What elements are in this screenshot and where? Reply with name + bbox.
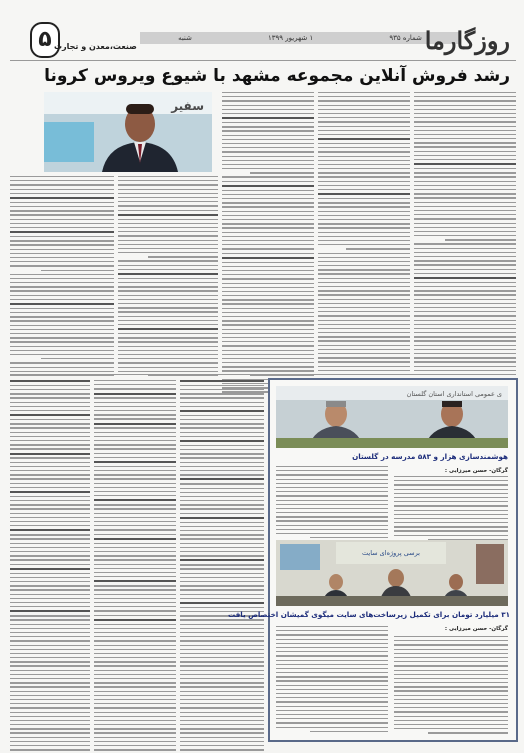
issue-number: شماره ۹۳۵ [389, 34, 422, 42]
photo1-banner-text: ی عمومی استانداری استان گلستان [406, 390, 502, 398]
photo2-banner-text: برسی پروژه‌ای سایت [362, 549, 420, 557]
box-text-column-4 [394, 636, 508, 737]
section-name: صنعت،معدن و تجارت [54, 42, 137, 51]
meeting-image-2 [276, 540, 508, 606]
newspaper-logo: روزگارما [424, 26, 510, 55]
article-headline: رشد فروش آنلاین مجموعه مشهد با شیوع ویروس کرونا [44, 66, 510, 86]
divider [10, 374, 516, 375]
notice-column-1 [10, 380, 90, 753]
news-box [227, 378, 518, 742]
text-column-3 [222, 92, 314, 396]
text-column-2 [118, 176, 218, 379]
box-text-column-1 [276, 466, 388, 541]
box-caption-2: ۳۱ میلیارد تومان برای تکمیل زیرساخت‌های سایت میگوی گمیشان اختصاص یافت [227, 610, 510, 619]
meeting-photo-1 [276, 386, 508, 448]
text-column-4 [318, 92, 410, 395]
page-number: ۵ [30, 22, 60, 58]
notice-column-3 [180, 380, 264, 753]
divider [10, 60, 516, 61]
text-column-5 [414, 92, 516, 395]
notice-column-2 [94, 380, 176, 753]
box-caption-1: هوشمندسازی هزار و ۵۸۳ مدرسه در گلستان [352, 452, 508, 461]
byline-2: گرگان- حسن میرزایی : [444, 626, 508, 632]
byline-1: گرگان- حسن میرزایی : [444, 468, 508, 474]
masthead [10, 22, 516, 58]
issue-date: ۱ شهریور ۱۳۹۹ [268, 34, 314, 42]
box-text-column-3 [276, 626, 388, 735]
text-column-1 [10, 176, 114, 379]
weekday: شنبه [178, 34, 192, 42]
article-photo [44, 92, 212, 172]
photo-sign-text: سفیر [171, 99, 204, 113]
box-text-column-2 [394, 476, 508, 543]
issue-info-bar [140, 32, 460, 44]
meeting-image-1 [276, 386, 508, 448]
meeting-photo-2 [276, 540, 508, 606]
man-portrait-image [44, 92, 212, 172]
